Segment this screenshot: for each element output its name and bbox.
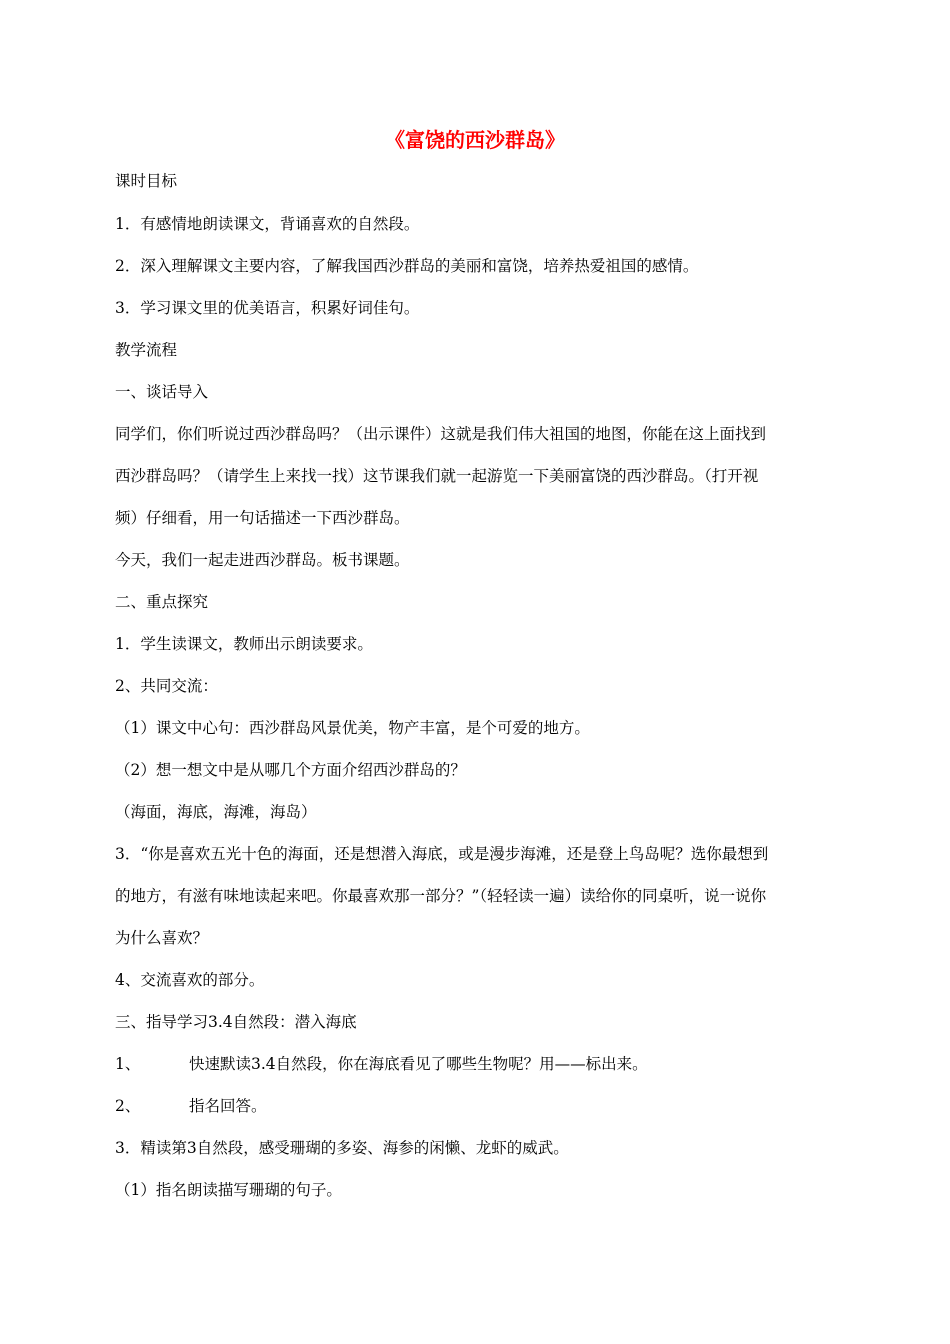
objective-3: 3．学习课文里的优美语言，积累好词佳句。 bbox=[115, 299, 420, 317]
section-heading-process: 教学流程 bbox=[115, 341, 178, 359]
subsection-heading-explore: 二、重点探究 bbox=[115, 593, 209, 611]
paragraph-line: 频）仔细看，用一句话描述一下西沙群岛。 bbox=[115, 509, 410, 527]
item-number: 1、 bbox=[115, 1055, 141, 1073]
paragraph-line: 的地方，有滋有味地读起来吧。你最喜欢那一部分？”（轻轻读一遍）读给你的同桌听，说一说你 bbox=[115, 887, 767, 905]
list-item: 4、交流喜欢的部分。 bbox=[115, 971, 265, 989]
list-item: 1．学生读课文，教师出示朗读要求。 bbox=[115, 635, 373, 653]
objective-1: 1．有感情地朗读课文，背诵喜欢的自然段。 bbox=[115, 215, 420, 233]
item-text: 指名回答。 bbox=[189, 1097, 267, 1115]
list-item: （1）指名朗读描写珊瑚的句子。 bbox=[115, 1181, 342, 1199]
list-item: （2）想一想文中是从哪几个方面介绍西沙群岛的？ bbox=[115, 761, 466, 779]
numbered-item bbox=[115, 1054, 648, 1074]
item-number: 2、 bbox=[115, 1097, 141, 1115]
subsection-heading-guide: 三、指导学习3.4自然段：潜入海底 bbox=[115, 1013, 357, 1031]
item-text: 快速默读3.4自然段，你在海底看见了哪些生物呢？用——标出来。 bbox=[189, 1055, 648, 1073]
paragraph-line: 同学们，你们听说过西沙群岛吗？（出示课件）这就是我们伟大祖国的地图，你能在这上面找到 bbox=[115, 425, 767, 443]
paragraph-line: 为什么喜欢？ bbox=[115, 929, 209, 947]
list-item: （1）课文中心句：西沙群岛风景优美，物产丰富，是个可爱的地方。 bbox=[115, 719, 590, 737]
subsection-heading-intro: 一、谈话导入 bbox=[115, 383, 209, 401]
numbered-item bbox=[115, 1096, 267, 1116]
list-item: 3．精读第3自然段，感受珊瑚的多姿、海参的闲懒、龙虾的威武。 bbox=[115, 1139, 569, 1157]
list-item: 2、共同交流： bbox=[115, 677, 218, 695]
document-title: 《富饶的西沙群岛》 bbox=[385, 128, 565, 152]
paragraph-line: 3．“你是喜欢五光十色的海面，还是想潜入海底，或是漫步海滩，还是登上鸟岛呢？选你最想到 bbox=[115, 845, 769, 863]
section-heading-objectives: 课时目标 bbox=[115, 172, 178, 190]
list-item: （海面，海底，海滩，海岛） bbox=[115, 803, 317, 821]
paragraph-line: 今天，我们一起走进西沙群岛。板书课题。 bbox=[115, 551, 410, 569]
objective-2: 2．深入理解课文主要内容，了解我国西沙群岛的美丽和富饶，培养热爱祖国的感情。 bbox=[115, 257, 699, 275]
paragraph-line: 西沙群岛吗？（请学生上来找一找）这节课我们就一起游览一下美丽富饶的西沙群岛。（打开视 bbox=[115, 467, 759, 485]
